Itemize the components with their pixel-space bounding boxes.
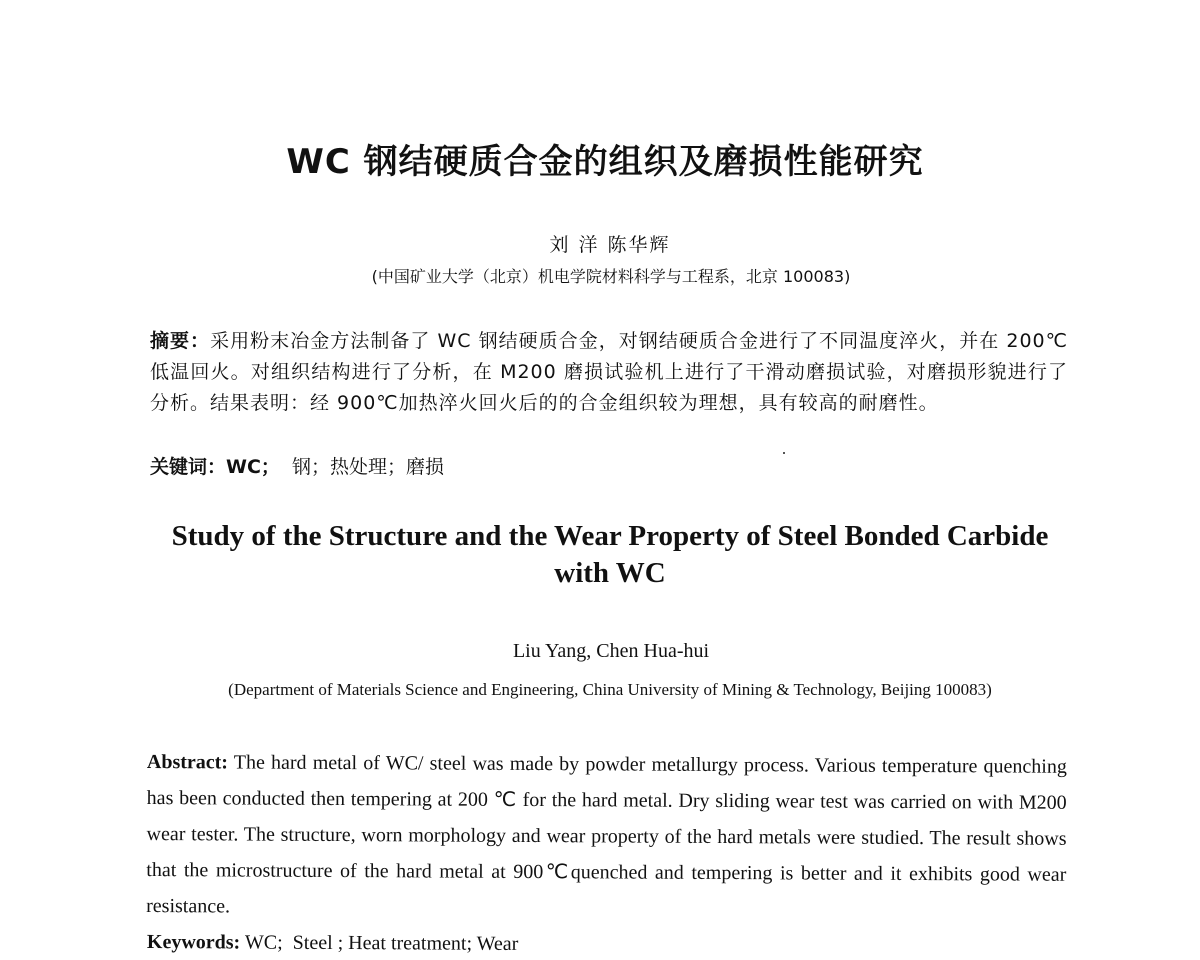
chinese-title: WC 钢结硬质合金的组织及磨损性能研究 [286,142,924,182]
chinese-keywords-first: WC； [226,456,280,478]
chinese-authors: 刘 洋 陈华辉 [549,234,671,256]
english-authors: Liu Yang, Chen Hua-hui [512,640,710,662]
english-abstract-label: Abstract: [146,750,229,774]
english-affiliation: (Department of Materials Science and Engineering, China University of Mining & Technology, Beijing 100083) [228,680,992,699]
english-keywords [147,929,1067,960]
english-title: Study of the Structure and the Wear Property of Steel Bonded Carbide with WC [171,520,1049,589]
chinese-affiliation: (中国矿业大学（北京）机电学院材料科学与工程系，北京 100083) [371,267,851,286]
chinese-keywords-text: 钢；热处理；磨损 [279,456,445,478]
english-abstract [146,744,1067,929]
chinese-abstract-label: 摘要： [150,330,211,352]
english-keywords-text: WC; Steel ; Heat treatment; Wear [240,931,519,955]
english-abstract-text: The hard metal of WC/ steel was made by powder metallurgy process. Various temperature quenching has been conducted then tempering at 200 ℃ for the hard metal. Dry sliding wear test was carried on with M200 wear tester. The structure, worn morphology and wear property of the hard metals were studied. The result shows that the microstructure of the hard metal at 900℃quenched and tempering is better and it exhibits good wear resistance. [146,751,1067,918]
chinese-keywords-label: 关键词： [150,456,227,478]
scan-speck [783,452,785,454]
chinese-abstract [150,326,1068,419]
english-keywords-label: Keywords: [146,931,241,954]
chinese-keywords [150,452,1068,483]
chinese-abstract-text: 采用粉末冶金方法制备了 WC 钢结硬质合金，对钢结硬质合金进行了不同温度淬火，并在 200℃低温回火。对组织结构进行了分析，在 M200 磨损试验机上进行了干滑动磨损试验，对磨损形貌进行了分析。结果表明：经 900℃加热淬火回火后的的合金组织较为理想，具有较高的耐磨性。 [150,330,1068,414]
